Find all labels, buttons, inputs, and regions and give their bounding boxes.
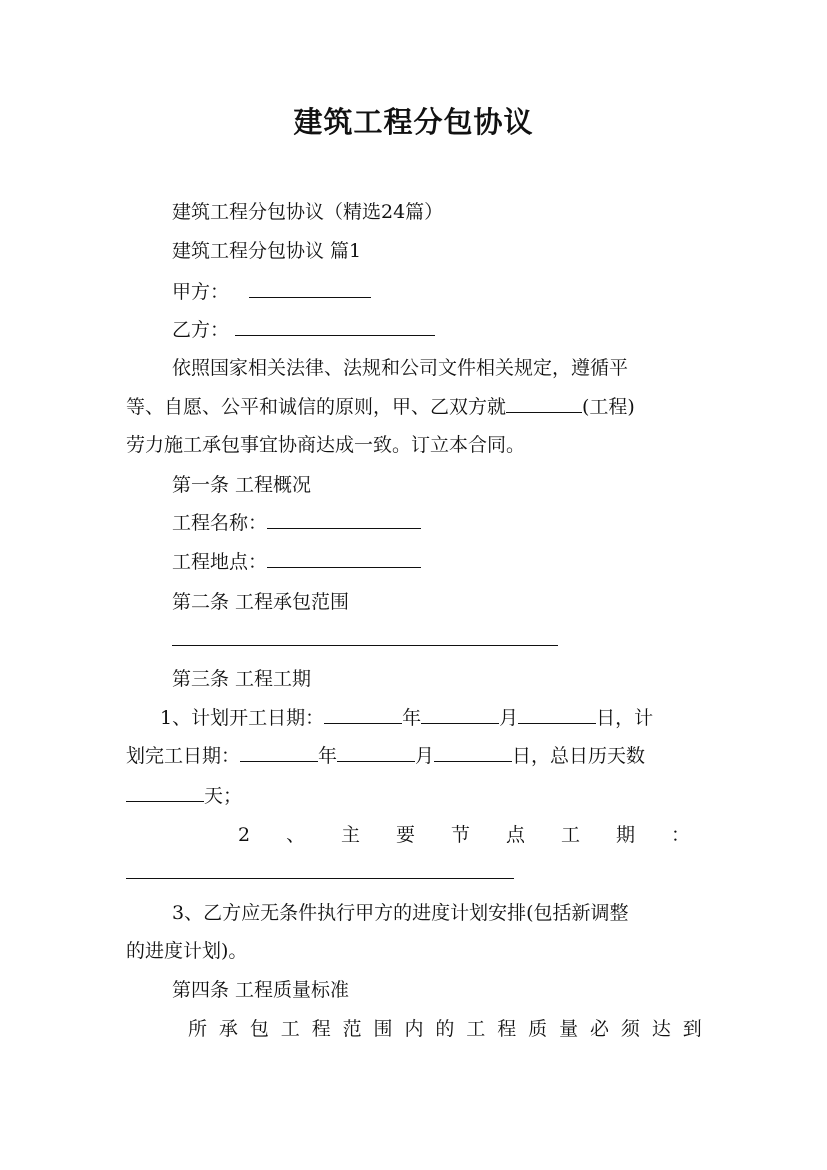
start-month-blank: [421, 705, 499, 724]
schedule-line-3: 天；: [0, 783, 827, 809]
schedule-line-2: 划完工日期： 年 月 日，总日历天数: [126, 745, 646, 767]
total-days-blank: [126, 783, 204, 802]
article-4-heading: 第四条 工程质量标准: [172, 979, 350, 1001]
quality-line: 所 承 包 工 程 范 围 内 的 工 程 质 量 必 须 达 到: [188, 1018, 702, 1040]
party-b-blank: [235, 317, 435, 336]
project-name-field: [267, 510, 421, 529]
project-location-line: 工程地点：: [0, 549, 827, 575]
schedule-item-3-line-2: 的进度计划)。: [126, 940, 248, 962]
schedule-line-1: 1、计划开工日期： 年 月 日，计: [160, 707, 654, 729]
collection-heading: 建筑工程分包协议（精选24篇）: [172, 201, 444, 223]
milestone-line: 2 、 主 要 节 点 工 期 ：: [238, 824, 690, 846]
article-3-heading: 第三条 工程工期: [172, 668, 312, 690]
document-title: 建筑工程分包协议: [293, 105, 534, 139]
scope-blank: [172, 627, 558, 646]
end-year-blank: [240, 743, 318, 762]
milestone-blank-line: [0, 860, 827, 886]
article-1-heading: 第一条 工程概况: [172, 474, 312, 496]
party-b-label: 乙方：: [172, 319, 230, 341]
party-b-line: [0, 317, 827, 343]
preamble-line-3: 劳力施工承包事宜协商达成一致。订立本合同。: [126, 434, 526, 456]
end-month-blank: [337, 743, 415, 762]
project-location-field: [267, 549, 421, 568]
scope-line: [0, 627, 827, 653]
party-a-line: [0, 279, 827, 305]
project-name-line: 工程名称：: [0, 510, 827, 536]
party-a-label: 甲方：: [172, 281, 230, 303]
party-a-blank: [249, 279, 371, 298]
article-2-heading: 第二条 工程承包范围: [172, 591, 350, 613]
milestone-blank: [126, 860, 514, 879]
agreement-heading: 建筑工程分包协议 篇1: [172, 240, 362, 262]
end-day-blank: [434, 743, 512, 762]
start-year-blank: [324, 705, 402, 724]
project-name-blank: [506, 394, 582, 413]
start-day-blank: [518, 705, 596, 724]
preamble-line-2: 等、自愿、公平和诚信的原则，甲、乙双方就 (工程): [126, 396, 635, 418]
schedule-item-3-line-1: 3、乙方应无条件执行甲方的进度计划安排(包括新调整: [172, 902, 629, 924]
preamble-line-1: 依照国家相关法律、法规和公司文件相关规定，遵循平: [172, 357, 629, 379]
